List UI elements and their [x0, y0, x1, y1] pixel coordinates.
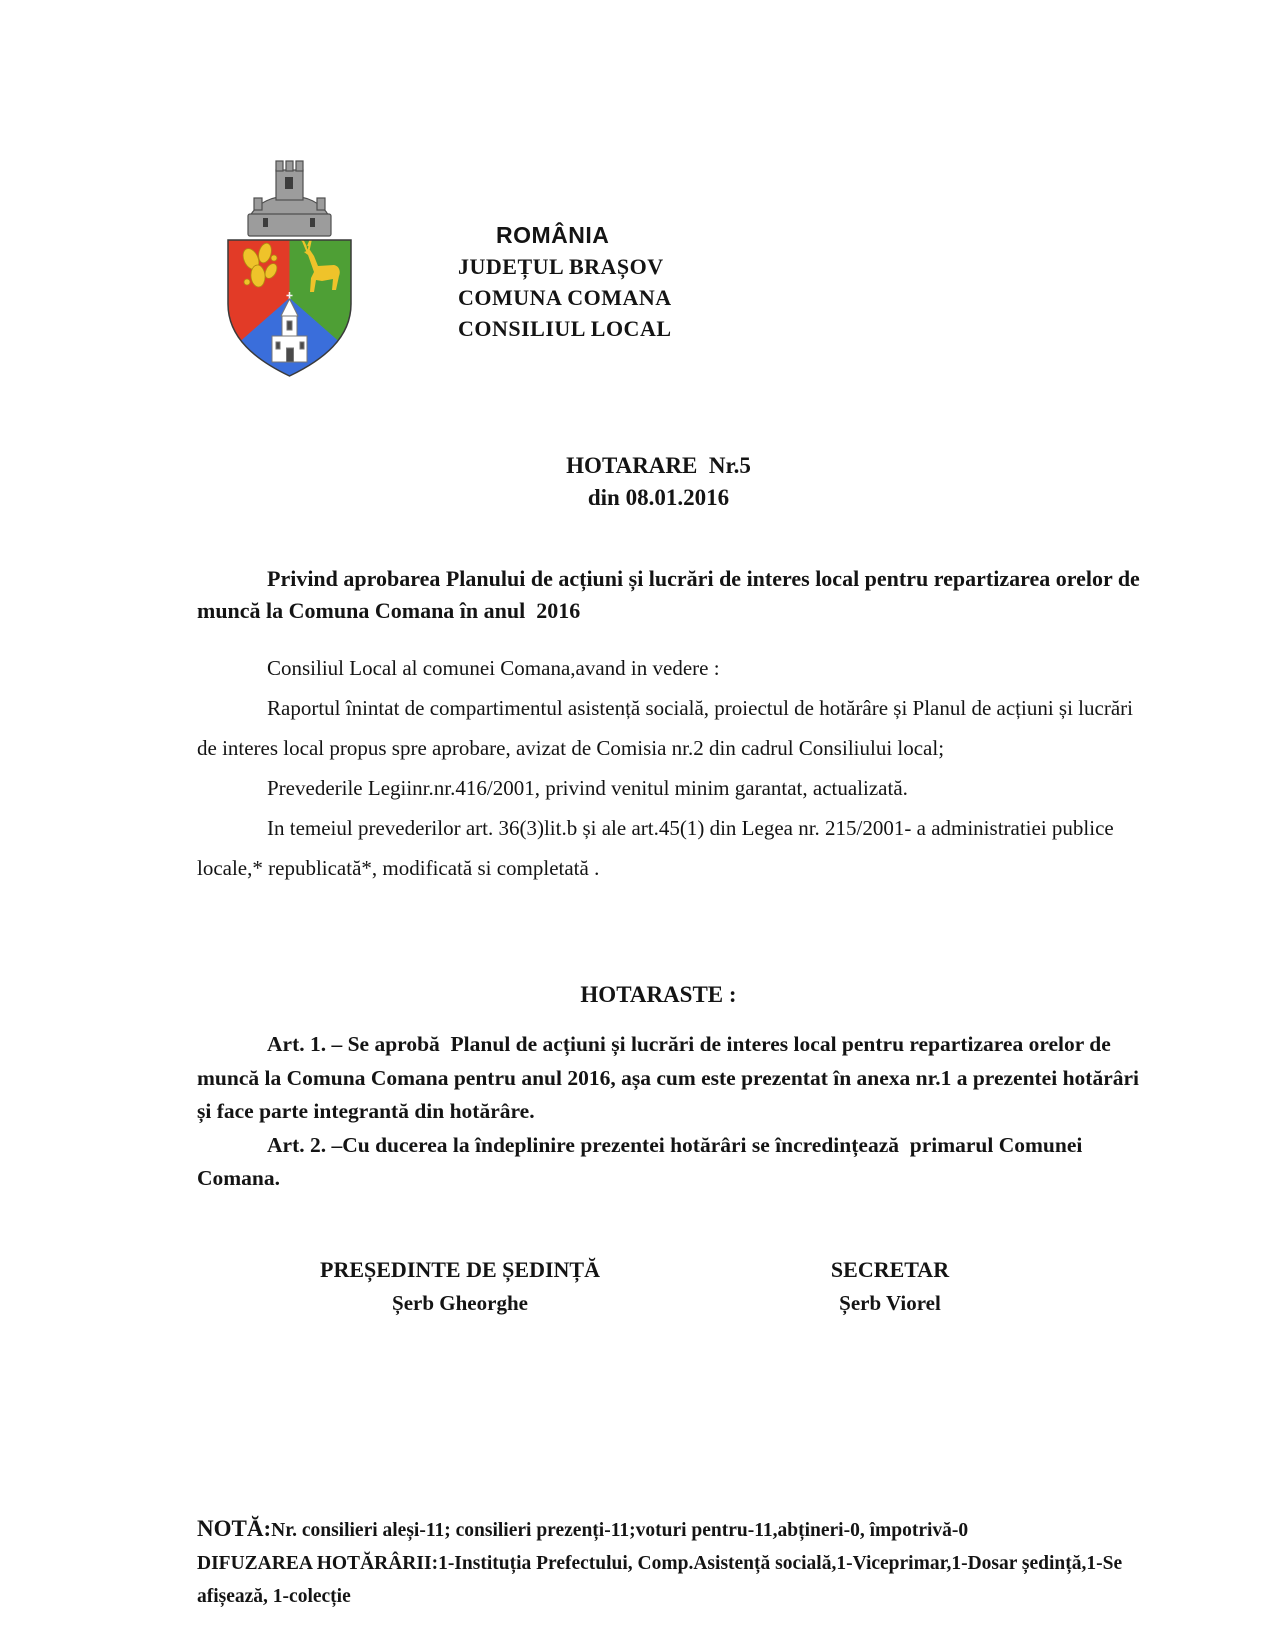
article-2: Art. 2. –Cu ducerea la îndeplinire prezentei hotărâri se încredințează primarul Comunei Comana. [197, 1132, 1088, 1190]
decision-date: din 08.01.2016 [587, 485, 730, 510]
distribution-text: DIFUZAREA HOTĂRÂRII:1-Instituția Prefectului, Comp.Asistență socială,1-Viceprimar,1-Dosar ședință,1-Se afișează, 1-colecție [197, 1553, 1128, 1607]
articles-block [197, 1028, 1149, 1196]
subject-paragraph: Privind aprobarea Planului de acțiuni și lucrări de interes local pentru repartizarea orelor de muncă la Comuna Comana în anul 2016 [197, 566, 1146, 623]
decision-number: HOTARARE Nr.5 [566, 453, 751, 478]
footer-note [197, 1512, 1162, 1613]
council-name: CONSILIUL LOCAL [458, 316, 672, 341]
country-name: ROMÂNIA [496, 222, 610, 248]
signature-president [255, 1256, 665, 1316]
signature-role-president: PREȘEDINTE DE ȘEDINȚĂ [320, 1257, 600, 1282]
coat-of-arms-image [218, 152, 361, 380]
signature-name-president: Șerb Gheorghe [392, 1291, 528, 1315]
note-label: NOTĂ: [197, 1516, 272, 1541]
article-1: Art. 1. – Se aprobă Planul de acțiuni și lucrări de interes local pentru repartizarea orelor de muncă la Comuna Comana pentru anul 2016, așa cum este prezentat în anexa nr.1 a prezentei hotărâri și face parte integrantă din hotărâre. [197, 1032, 1145, 1123]
note-text: Nr. consilieri aleși-11; consilieri prezenți-11;voturi pentru-11,abțineri-0, împotrivă-0 [271, 1520, 969, 1541]
recital-paragraph: In temeiul prevederilor art. 36(3)lit.b și ale art.45(1) din Legea nr. 215/2001- a administratiei publice locale,* republicată*, modificată si completată . [197, 816, 1119, 880]
intro-line: Consiliul Local al comunei Comana,avand in vedere : [267, 656, 720, 680]
document-header [458, 220, 672, 344]
mural-crown-icon [248, 161, 331, 236]
note-line [197, 1512, 1162, 1547]
subject-block [197, 563, 1147, 627]
recital-paragraph: Prevederile Legiinr.nr.416/2001, privind venitul minim garantat, actualizată. [267, 776, 908, 800]
county-name: JUDEȚUL BRAȘOV [458, 254, 664, 279]
signatures-section [0, 1256, 1275, 1336]
signature-name-secretary: Șerb Viorel [839, 1291, 941, 1315]
preamble [197, 648, 1155, 888]
coat-of-arms [218, 152, 361, 380]
recital-paragraph: Raportul înintat de compartimentul asistență socială, proiectul de hotărâre și Planul de acțiuni și lucrări de interes local propus spre aprobare, avizat de Comisia nr.2 din cadrul Consiliului local; [197, 696, 1139, 760]
decision-heading: HOTARASTE : [580, 982, 737, 1007]
signature-secretary [765, 1256, 1015, 1316]
commune-name: COMUNA COMANA [458, 285, 672, 310]
decision-title [0, 450, 1275, 514]
signature-role-secretary: SECRETAR [830, 1257, 950, 1282]
